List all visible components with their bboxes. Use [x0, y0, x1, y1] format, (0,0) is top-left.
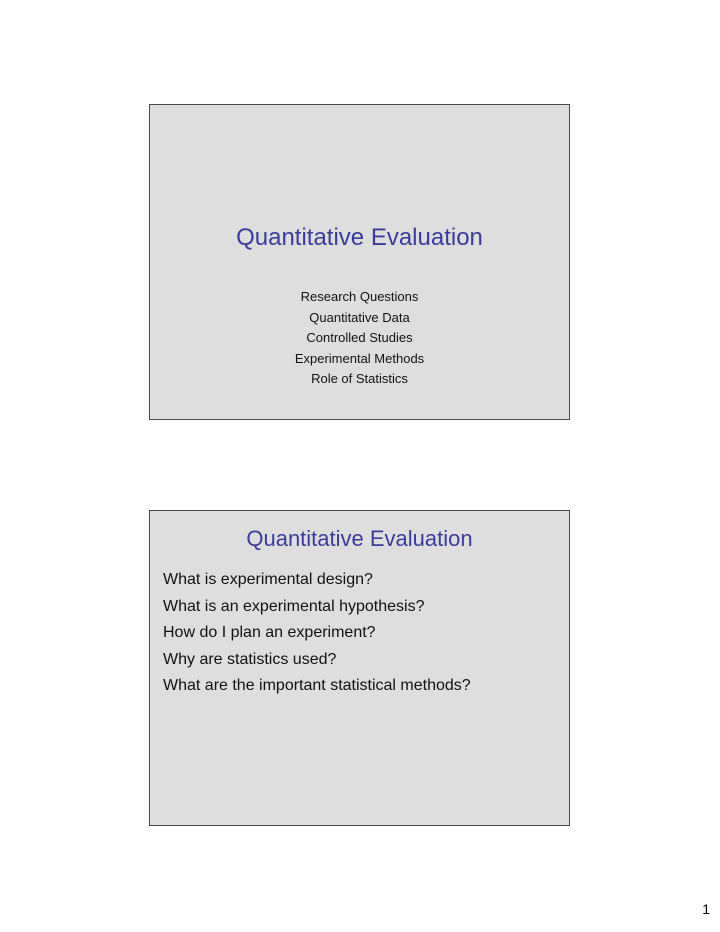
topic-item: Controlled Studies — [306, 330, 413, 345]
slide-2-title: Quantitative Evaluation — [246, 526, 473, 551]
slide-1-topic-list — [150, 287, 569, 390]
page-number: 1 — [702, 901, 710, 917]
question-item: Why are statistics used? — [163, 650, 337, 668]
slide-1-title: Quantitative Evaluation — [236, 224, 483, 251]
topic-item: Role of Statistics — [311, 371, 408, 386]
question-item: How do I plan an experiment? — [163, 624, 376, 641]
slide-2 — [149, 510, 570, 826]
topic-item: Quantitative Data — [309, 309, 410, 325]
question-item: What is an experimental hypothesis? — [163, 597, 425, 615]
slide-2-question-list — [163, 567, 561, 700]
question-item: What is experimental design? — [163, 571, 373, 588]
topic-item: Experimental Methods — [294, 350, 425, 366]
topic-item: Research Questions — [300, 289, 419, 304]
question-item: What are the important statistical methods? — [163, 677, 471, 694]
slide-1 — [149, 104, 570, 420]
